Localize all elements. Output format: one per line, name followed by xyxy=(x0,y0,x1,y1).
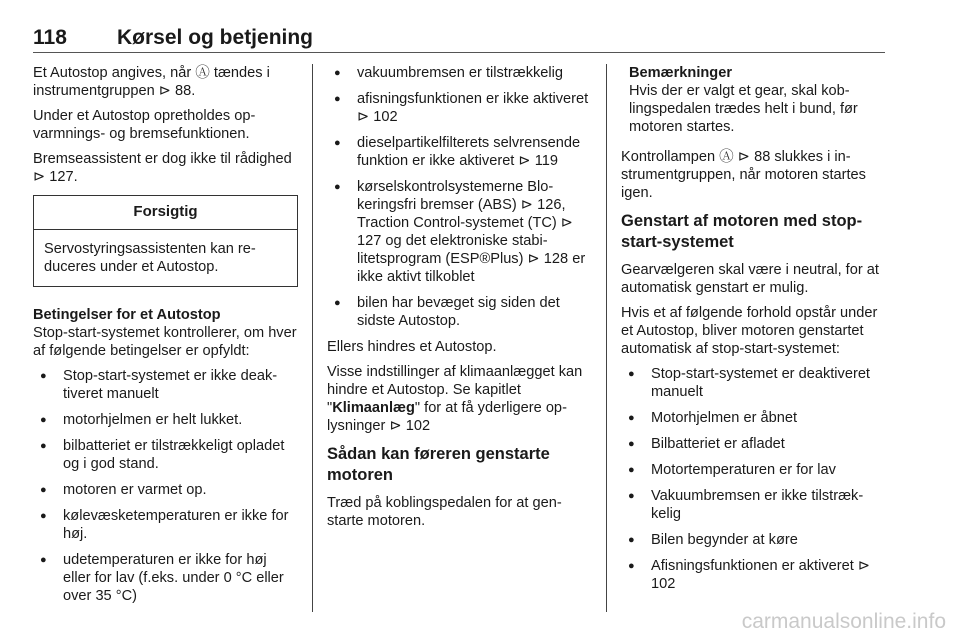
paragraph-prevented: Ellers hindres et Autostop. xyxy=(327,339,497,355)
conditions-list xyxy=(33,367,298,605)
list-item: ● dieselpartikelfilterets selvrensende funktion er ikke aktiveret ⊳ 119 xyxy=(327,134,589,170)
climate-chapter-link[interactable]: Klimaanlæg xyxy=(332,400,415,416)
list-item: ● Motortemperaturen er for lav xyxy=(621,461,886,479)
list-item: ● bilen har bevæget sig siden det sidste Autostop. xyxy=(327,294,589,330)
note-title: Bemærkninger xyxy=(629,65,732,81)
section-heading-driver-restart: Sådan kan føreren genstarte motoren xyxy=(327,445,550,484)
column-divider xyxy=(606,64,607,612)
paragraph-climate xyxy=(327,363,589,435)
list-item: ● Stop-start-systemet er ikke deaktiveret manuelt xyxy=(33,367,298,403)
list-item: ● motoren er varmet op. xyxy=(33,481,298,499)
conditions-list-continued xyxy=(327,64,589,330)
paragraph-neutral: Gearvælgeren skal være i neutral, for at automatisk genstart er mulig. xyxy=(621,262,879,296)
paragraph-restart-conditions: Hvis et af følgende forhold opstår under et Autostop, bliver motoren genstartet automatisk af stop-start-systemet: xyxy=(621,305,878,357)
restart-conditions-list xyxy=(621,365,886,593)
list-item: ● kørselskontrolsystemerne Blokeringsfri bremser (ABS) ⊳ 126, Traction Control-systemet (TC) ⊳ 127 og det elektroniske stabilitetsprogram (ESP®Plus) ⊳ 128 er ikke aktivt tilkoblet xyxy=(327,178,589,286)
list-item: ● afisningsfunktionen er ikke aktiveret ⊳ 102 xyxy=(327,90,589,126)
column-left xyxy=(33,64,298,613)
paragraph-brake-assist: Bremseassistent er dog ikke til rådighed ⊳ 127. xyxy=(33,151,292,185)
watermark: carmanualsonline.info xyxy=(741,610,946,633)
header-divider xyxy=(33,52,885,53)
page-header xyxy=(33,26,885,52)
climate-text-start: Visse indstillinger af klimaanlægget kan hindre et Autostop. Se kapitlet " xyxy=(327,364,583,416)
list-item: ● udetemperaturen er ikke for høj eller for lav (f.eks. under 0 °C eller over 35 °C) xyxy=(33,551,298,605)
list-item: ● Motorhjelmen er åbnet xyxy=(621,409,886,427)
list-item: ● Stop-start-systemet er deaktiveret manuelt xyxy=(621,365,886,401)
list-item: ● motorhjelmen er helt lukket. xyxy=(33,411,298,429)
paragraph-heating-brake: Under et Autostop opretholdes opvarmnings- og bremsefunktionen. xyxy=(33,108,256,142)
page-number: 118 xyxy=(33,26,67,49)
list-item: ● kølevæsketemperaturen er ikke for høj. xyxy=(33,507,298,543)
caution-text: Servostyringsassistenten kan reduceres under et Autostop. xyxy=(44,241,256,275)
list-item: ● vakuumbremsen er tilstrækkelig xyxy=(327,64,589,82)
paragraph-driver-restart: Træd på koblingspedalen for at genstarte motoren. xyxy=(327,495,562,529)
column-right xyxy=(621,64,886,601)
list-item: ● Afisningsfunktionen er aktiveret ⊳ 102 xyxy=(621,557,886,593)
list-item: ● Bilbatteriet er afladet xyxy=(621,435,886,453)
paragraph-autostop-indicator: Et Autostop angives, når Ⓐ tændes i instrumentgruppen ⊳ 88. xyxy=(33,65,270,99)
list-item: ● bilbatteriet er tilstrækkeligt opladet og i god stand. xyxy=(33,437,298,473)
caution-title: Forsigtig xyxy=(34,196,297,230)
section-heading-conditions: Betingelser for et Autostop xyxy=(33,307,221,323)
note-box xyxy=(621,64,886,136)
section-heading-auto-restart: Genstart af motoren med stop-start-systemet xyxy=(621,212,863,251)
note-text: Hvis der er valgt et gear, skal koblingspedalen trædes helt i bund, før motoren startes. xyxy=(629,83,858,135)
caution-box xyxy=(33,195,298,287)
paragraph-control-lamp: Kontrollampen Ⓐ ⊳ 88 slukkes i instrumentgruppen, når motoren startes igen. xyxy=(621,149,866,201)
list-item: ● Bilen begynder at køre xyxy=(621,531,886,549)
list-item: ● Vakuumbremsen er ikke tilstrækkelig xyxy=(621,487,886,523)
column-middle xyxy=(327,64,589,537)
page-title: Kørsel og betjening xyxy=(117,26,314,49)
column-divider xyxy=(312,64,313,612)
climate-text-end: " for at få yderligere oplysninger ⊳ 102 xyxy=(327,400,567,434)
paragraph-conditions-intro: Stop-start-systemet kontrollerer, om hver af følgende betingelser er opfyldt: xyxy=(33,325,297,359)
